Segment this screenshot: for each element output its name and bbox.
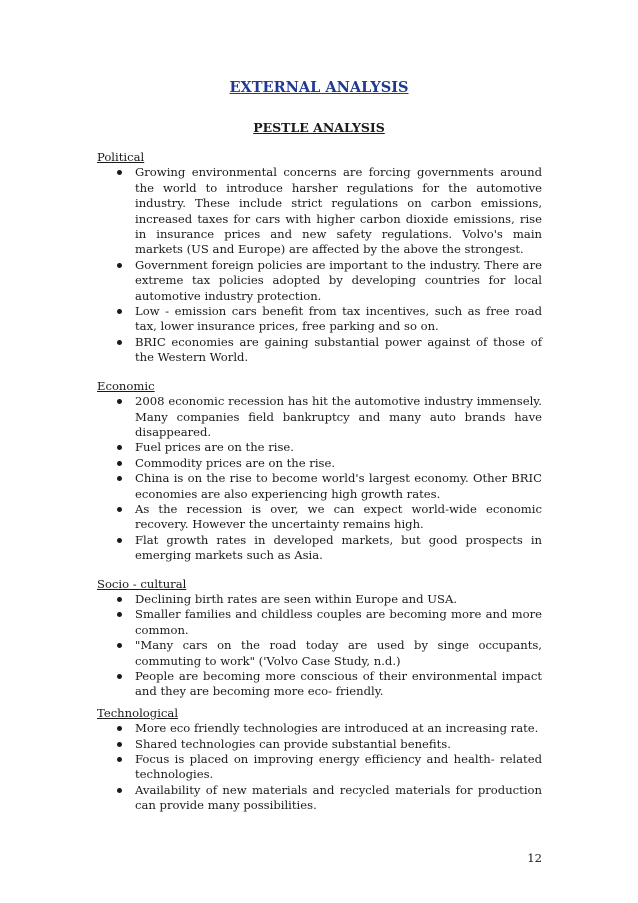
socio-cultural-section [97,577,542,700]
bullet-icon [117,263,122,268]
political-list [97,165,542,365]
list-item-text: Focus is placed on improving energy efficiency and health- related technologies. [135,752,542,782]
list-item-text: Flat growth rates in developed markets, but good prospects in emerging markets such as Asia. [135,532,542,563]
list-item [135,502,542,533]
page-title: EXTERNAL ANALYSIS [229,79,409,96]
list-item [135,752,542,783]
list-item-text: Commodity prices are on the rise. [135,455,336,470]
list-item [135,440,542,455]
socio-cultural-list [97,592,542,700]
list-item-text: Low - emission cars benefit from tax incentives, such as free road tax, lower insurance prices, free parking and so on. [135,304,542,334]
bullet-icon [117,461,122,466]
list-item [135,533,542,564]
bullet-icon [117,340,122,345]
list-item-text: Declining birth rates are seen within Europe and USA. [135,591,458,606]
list-item [135,783,542,814]
technological-list [97,721,542,813]
list-item [135,335,542,366]
bullet-icon [117,643,122,648]
list-item [135,471,542,502]
section-heading-economic: Economic [97,378,155,393]
list-item-text: Government foreign policies are important to the industry. There are extreme tax policies adopted by developing countries for local automotive industry protection. [135,257,542,303]
bullet-icon [117,726,122,731]
bullet-icon [117,788,122,793]
list-item-text: Shared technologies can provide substantial benefits. [135,736,451,751]
list-item [135,258,542,304]
bullet-icon [117,757,122,762]
list-item [135,592,542,607]
list-item-text: Fuel prices are on the rise. [135,440,294,455]
list-item [135,607,542,638]
list-item [135,669,542,700]
economic-section [97,379,542,564]
section-heading-technological: Technological [97,705,179,720]
list-item-text: People are becoming more conscious of their environmental impact and they are becoming more eco- friendly. [135,669,542,699]
list-item-text: 2008 economic recession has hit the automotive industry immensely. Many companies field bankruptcy and many auto brands have disappeared. [135,394,542,439]
bullet-icon [117,507,122,512]
bullet-icon [117,445,122,450]
bullet-icon [117,742,122,747]
list-item-text: "Many cars on the road today are used by singe occupants, commuting to work" ('Volvo Case Study, n.d.) [135,638,542,668]
list-item [135,165,542,257]
list-item [135,638,542,669]
pestle-content [97,150,542,814]
section-heading-socio-cultural: Socio - cultural [97,576,187,591]
section-title: PESTLE ANALYSIS [253,120,385,135]
bullet-icon [117,309,122,314]
bullet-icon [117,597,122,602]
economic-list [97,394,542,563]
technological-section [97,706,542,814]
list-item [135,456,542,471]
bullet-icon [117,612,122,617]
bullet-icon [117,399,122,404]
list-item [135,304,542,335]
bullet-icon [117,674,122,679]
bullet-icon [117,538,122,543]
list-item [135,721,542,736]
list-item-text: Growing environmental concerns are forcing governments around the world to introduce harsher regulations for the automotive industry. These include strict regulations on carbon emissions, increased taxes for cars with higher carbon dioxide emissions, rise in insurance prices and new safety regulations. Volvo's main markets (US and Europe) are affected by the above the strongest. [135,165,542,257]
list-item-text: As the recession is over, we can expect world-wide economic recovery. However the uncertainty remains high. [135,501,542,532]
list-item [135,737,542,752]
section-heading-political: Political [97,150,145,164]
bullet-icon [117,476,122,481]
political-section [97,150,542,366]
list-item-text: Availability of new materials and recycled materials for production can provide many possibilities. [135,782,542,813]
bullet-icon [117,170,122,175]
list-item-text: BRIC economies are gaining substantial power against of those of the Western World. [135,334,542,365]
list-item [135,394,542,440]
list-item-text: More eco friendly technologies are introduced at an increasing rate. [135,721,539,736]
list-item-text: Smaller families and childless couples are becoming more and more common. [135,607,542,637]
list-item-text: China is on the rise to become world's largest economy. Other BRIC economies are also experiencing high growth rates. [135,471,542,501]
page-number: 12 [527,851,542,865]
